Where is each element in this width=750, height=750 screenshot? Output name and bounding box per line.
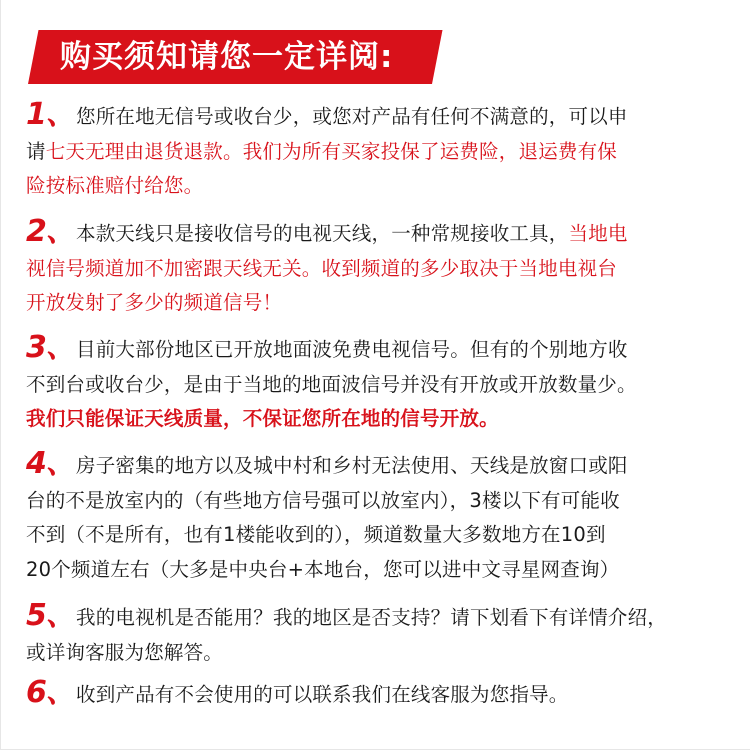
item-highlight: 开放发射了多少的频道信号！: [26, 291, 283, 314]
item-line: 或详询客服为您解答。: [26, 640, 224, 664]
notice-item-1: [26, 97, 726, 204]
item-line: 房子密集的地方以及城中村和乡村无法使用、天线是放窗口或阳: [76, 454, 628, 477]
item-text: 请: [26, 139, 46, 163]
item-line: 不到台或收台少，是由于当地的地面波信号并没有开放或开放数量少。: [26, 372, 637, 396]
item-line: 收到产品有不会使用的可以联系我们在线客服为您指导。: [76, 683, 569, 706]
item-text: 本款天线只是接收信号的电视天线，一种常规接收工具，: [76, 222, 569, 245]
item-line: 目前大部份地区已开放地面波免费电视信号。但有的个别地方收: [76, 338, 628, 361]
notice-item-3: [26, 330, 726, 437]
item-line: 台的不是放室内的（有些地方信号强可以放室内），3楼以下有可能收: [26, 488, 620, 512]
notice-item-5: [26, 598, 726, 670]
item-line: [26, 135, 726, 170]
item-line: [26, 214, 726, 252]
notice-item-2: [26, 214, 726, 321]
item-highlight: 险按标准赔付给您。: [26, 174, 204, 197]
item-number: 1、: [26, 97, 75, 132]
item-line: 不到（不是所有，也有1楼能收到的），频道数量大多数地方在10到: [26, 523, 606, 546]
notice-item-6: [26, 675, 726, 713]
item-highlight: 我们只能保证天线质量，不保证您所在地的信号开放。: [26, 407, 499, 430]
item-number: 6、: [26, 675, 75, 710]
banner-title: 购买须知请您一定详阅:: [60, 39, 394, 75]
item-highlight: 七天无理由退货退款。我们为所有买家投保了运费险，退运费有保: [45, 139, 618, 163]
item-number: 5、: [26, 598, 75, 633]
item-highlight: 当地电: [568, 222, 628, 245]
item-line: 您所在地无信号或收台少，或您对产品有任何不满意的，可以申: [76, 105, 628, 128]
item-line: 20个频道左右（大多是中央台+本地台，您可以进中文寻星网查询）: [26, 557, 620, 581]
notice-item-4: [26, 446, 726, 587]
item-number: 4、: [26, 446, 75, 481]
item-highlight: 视信号频道加不加密跟天线无关。收到频道的多少取决于当地电视台: [26, 256, 618, 280]
item-line: 我的电视机是否能用？我的地区是否支持？请下划看下有详情介绍，: [76, 606, 668, 629]
item-number: 2、: [26, 214, 75, 249]
item-number: 3、: [26, 330, 75, 365]
